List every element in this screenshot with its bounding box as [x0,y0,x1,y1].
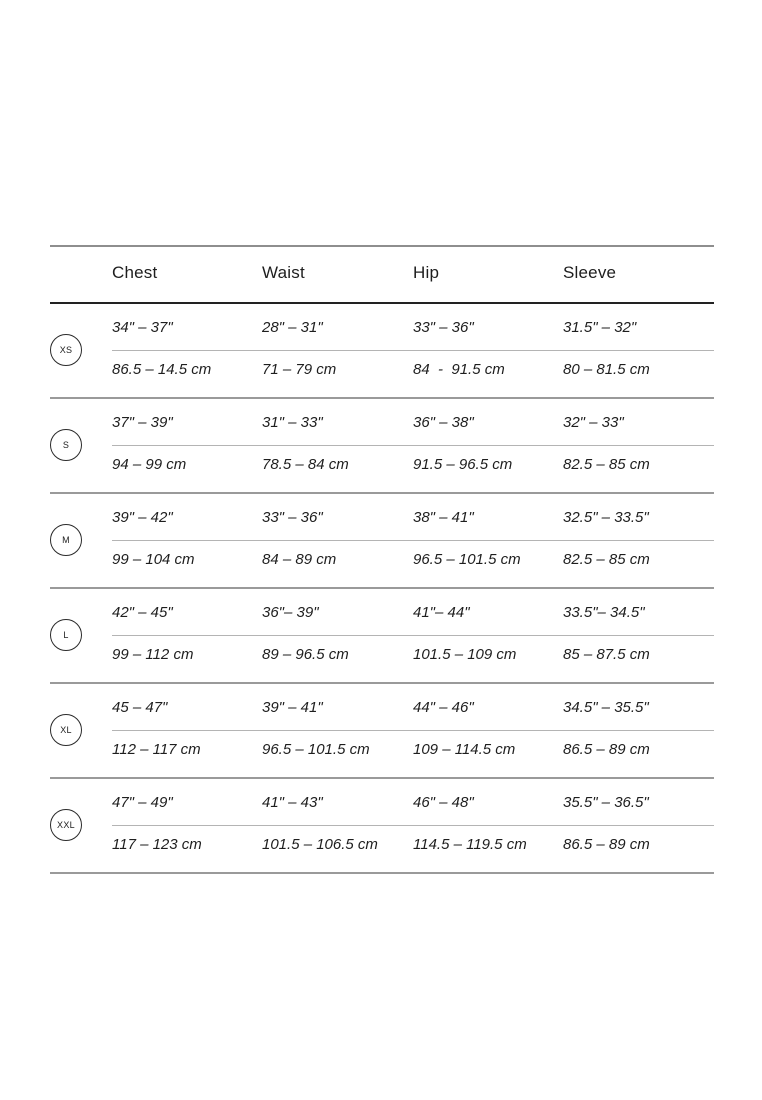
chest-cm: 94 – 99 cm [112,456,187,473]
sleeve-inches: 32.5" – 33.5" [563,509,649,526]
waist-inches: 33" – 36" [262,509,323,526]
row-divider [112,540,714,541]
size-badge: L [50,619,82,651]
chest-cm: 117 – 123 cm [112,836,202,853]
hip-inches: 46" – 48" [413,794,474,811]
chest-cm: 99 – 104 cm [112,551,195,568]
column-header-chest: Chest [112,263,158,282]
hip-cm: 84 - 91.5 cm [413,361,505,378]
sleeve-cm: 85 – 87.5 cm [563,646,650,663]
waist-cm: 96.5 – 101.5 cm [262,741,370,758]
chest-inches: 42" – 45" [112,604,173,621]
waist-inches: 39" – 41" [262,699,323,716]
waist-cm: 78.5 – 84 cm [262,456,349,473]
sleeve-inches: 33.5"– 34.5" [563,604,645,621]
chest-inches: 34" – 37" [112,319,173,336]
chest-cm: 99 – 112 cm [112,646,194,663]
waist-inches: 31" – 33" [262,414,323,431]
sleeve-inches: 34.5" – 35.5" [563,699,649,716]
size-row-m [50,494,714,589]
hip-cm: 114.5 – 119.5 cm [413,836,527,853]
size-row-s [50,399,714,494]
size-chart-table [50,245,714,874]
waist-cm: 101.5 – 106.5 cm [262,836,378,853]
sleeve-cm: 86.5 – 89 cm [563,836,650,853]
column-header-sleeve: Sleeve [563,263,617,282]
waist-inches: 41" – 43" [262,794,323,811]
hip-inches: 33" – 36" [413,319,474,336]
row-divider [112,350,714,351]
hip-cm: 109 – 114.5 cm [413,741,516,758]
table-header-row [50,247,714,304]
size-row-xxl [50,779,714,874]
size-row-xs [50,304,714,399]
waist-inches: 28" – 31" [262,319,323,336]
sleeve-cm: 82.5 – 85 cm [563,456,650,473]
hip-inches: 44" – 46" [413,699,474,716]
waist-cm: 84 – 89 cm [262,551,337,568]
column-header-waist: Waist [262,263,305,282]
size-badge: M [50,524,82,556]
size-badge: XS [50,334,82,366]
hip-cm: 101.5 – 109 cm [413,646,517,663]
size-row-l [50,589,714,684]
size-badge: XXL [50,809,82,841]
size-badge: S [50,429,82,461]
row-divider [112,825,714,826]
chest-inches: 47" – 49" [112,794,173,811]
sleeve-inches: 31.5" – 32" [563,319,637,336]
chest-inches: 45 – 47" [112,699,168,716]
hip-inches: 38" – 41" [413,509,474,526]
hip-cm: 96.5 – 101.5 cm [413,551,521,568]
chest-cm: 112 – 117 cm [112,741,201,758]
chest-inches: 39" – 42" [112,509,173,526]
sleeve-inches: 35.5" – 36.5" [563,794,649,811]
sleeve-inches: 32" – 33" [563,414,624,431]
row-divider [112,445,714,446]
hip-inches: 41"– 44" [413,604,470,621]
chest-inches: 37" – 39" [112,414,173,431]
sleeve-cm: 82.5 – 85 cm [563,551,650,568]
size-row-xl [50,684,714,779]
hip-cm: 91.5 – 96.5 cm [413,456,513,473]
column-header-hip: Hip [413,263,440,282]
size-badge: XL [50,714,82,746]
chest-cm: 86.5 – 14.5 cm [112,361,212,378]
sleeve-cm: 86.5 – 89 cm [563,741,650,758]
waist-cm: 89 – 96.5 cm [262,646,349,663]
waist-cm: 71 – 79 cm [262,361,337,378]
hip-inches: 36" – 38" [413,414,474,431]
waist-inches: 36"– 39" [262,604,319,621]
row-divider [112,730,714,731]
row-divider [112,635,714,636]
sleeve-cm: 80 – 81.5 cm [563,361,650,378]
